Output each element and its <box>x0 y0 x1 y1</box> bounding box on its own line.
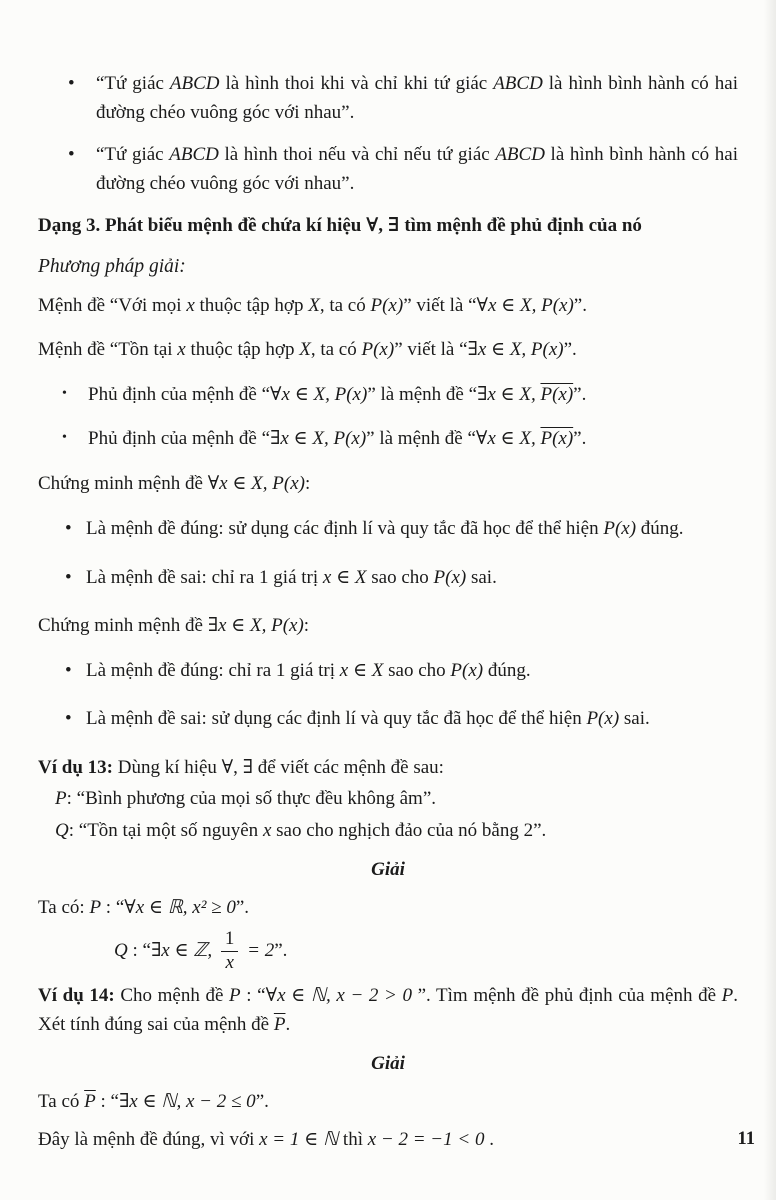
text-run: ”. <box>255 1090 269 1112</box>
list-item-proof-true <box>38 515 738 544</box>
formula: ∃x ∈ X, P(x) <box>207 615 304 637</box>
text-run: ”. <box>573 383 587 405</box>
text-run: , ta có <box>319 294 371 316</box>
list-item-negation-exists <box>38 425 738 454</box>
statement-exists <box>38 336 738 365</box>
text-run: : “Tồn tại một số nguyên <box>68 819 263 841</box>
text-run: : “ <box>101 896 125 918</box>
text-run: đúng. <box>483 659 531 681</box>
list-item-proof-true-exists <box>38 657 738 686</box>
fraction-numerator: 1 <box>221 929 239 952</box>
text-run: . Xét tính đúng sai của mệnh đề <box>38 985 738 1035</box>
variable: x <box>186 294 195 316</box>
page-edge-shadow <box>764 0 776 1200</box>
text-run: . <box>285 1013 291 1035</box>
solution-heading: Giải <box>371 1053 405 1075</box>
variable: X <box>308 294 320 316</box>
variable: P <box>89 896 102 918</box>
text-run: là hình bình hành có hai đường chéo vuông góc với nhau”. <box>96 144 739 194</box>
example-14-statement <box>38 982 738 1039</box>
formula: ∀x ∈ ℝ, x² ≥ 0 <box>124 896 236 918</box>
text-run: Đây là mệnh đề đúng, vì với <box>38 1129 260 1151</box>
formula: P(x) <box>586 708 620 730</box>
bullet-icon: • <box>65 566 72 588</box>
example-label: Ví dụ 13: <box>38 756 113 778</box>
text-run: là hình thoi khi và chỉ khi tứ giác <box>219 73 494 94</box>
text-run: Là mệnh đề đúng: chỉ ra 1 giá trị <box>86 659 340 681</box>
list-item-rhombus-iff-2 <box>38 141 738 198</box>
text-run: , ta có <box>310 339 362 361</box>
text-run: ”. <box>573 428 587 450</box>
text-run: Là mệnh đề sai: chỉ ra 1 giá trị <box>86 566 323 588</box>
solution-heading: Giải <box>371 859 405 881</box>
text-run: ”. <box>235 896 250 918</box>
negated-variable: $\overline{P}$ <box>84 1090 96 1112</box>
solution-13-q <box>38 929 738 974</box>
formula: P(x) <box>603 518 637 540</box>
list-item-negation-forall <box>38 381 738 410</box>
solution-13-p <box>38 894 738 923</box>
paragraph <box>86 705 738 734</box>
text-run: sao cho <box>366 566 434 588</box>
text-run: ” viết là “ <box>394 339 468 361</box>
text-run: ”. <box>563 339 577 361</box>
example-13-q <box>38 817 738 846</box>
paragraph <box>88 425 738 454</box>
text-run: Cho mệnh đề <box>114 985 230 1007</box>
text-run: sao cho nghịch đảo của nó bằng 2”. <box>271 819 547 841</box>
text-run: Ta có <box>38 1090 85 1112</box>
text-run: đúng. <box>636 518 684 540</box>
formula: x ∈ X <box>322 566 367 588</box>
example-label: Ví dụ 14: <box>38 985 115 1007</box>
variable: ABCD <box>495 144 545 165</box>
text-run: ”. Tìm mệnh đề phủ định của mệnh đề <box>411 985 722 1007</box>
variable: ABCD <box>169 73 220 94</box>
section-heading: Dạng 3. Phát biểu mệnh đề chứa kí hiệu ∀, ∃ tìm mệnh đề phủ định của nó <box>38 215 642 236</box>
statement-forall <box>38 292 738 321</box>
variable: Q <box>114 940 128 961</box>
page-number: 11 <box>737 1129 755 1149</box>
solution-14-line-1 <box>38 1088 738 1117</box>
text-run: Là mệnh đề sai: sử dụng các định lí và quy tắc đã học để thể hiện <box>86 708 587 730</box>
text-run: ” là mệnh đề “ <box>367 383 478 405</box>
bullet-icon: • <box>68 73 75 94</box>
bullet-icon: • <box>62 430 67 446</box>
text-run: “Tứ giác <box>96 73 170 94</box>
variable: Q <box>55 819 69 841</box>
text-run: : “Bình phương của mọi số thực đều không âm”. <box>66 788 437 810</box>
formula: ∀x ∈ X, <box>475 428 541 450</box>
formula: ∀x ∈ X, P(x) <box>207 472 305 494</box>
negated-formula: P(x) <box>540 383 574 405</box>
bullet-icon: • <box>65 518 72 540</box>
text-run: Chứng minh mệnh đề <box>38 472 208 494</box>
formula: P(x) <box>433 566 467 588</box>
text-run: sai. <box>466 566 497 588</box>
fraction <box>221 929 239 974</box>
variable: P <box>721 985 734 1007</box>
formula: ∃x ∈ ℤ, <box>150 940 217 961</box>
bullet-icon: • <box>68 144 75 165</box>
text-run: thuộc tập hợp <box>185 339 300 361</box>
text-run: ”. <box>274 940 288 961</box>
text-run: ” viết là “ <box>403 294 477 316</box>
formula: ∃x ∈ X, P(x) <box>270 428 367 450</box>
example-13-statement <box>38 754 738 783</box>
formula: ∃x ∈ X, <box>477 383 541 405</box>
text-run: thì <box>338 1129 368 1151</box>
text-run: sai. <box>619 708 650 730</box>
text-run: : <box>304 472 311 494</box>
text-run: là hình thoi nếu và chỉ nếu tứ giác <box>218 144 496 165</box>
text-run: sao cho <box>383 659 451 681</box>
paragraph <box>88 381 738 410</box>
paragraph <box>86 515 738 544</box>
text-run: “Tứ giác <box>96 144 170 165</box>
paragraph <box>86 564 738 593</box>
formula: ∃x ∈ ℕ, x − 2 ≤ 0 <box>118 1090 256 1112</box>
text-run: Dùng kí hiệu ∀, ∃ để viết các mệnh đề sau: <box>112 756 444 778</box>
formula: ∃x ∈ X, P(x) <box>467 339 564 361</box>
formula: P(x) <box>370 294 404 316</box>
variable: x <box>262 819 272 841</box>
paragraph <box>96 70 738 127</box>
formula: = 2 <box>242 940 275 961</box>
solution-14-line-2 <box>38 1126 738 1155</box>
text-run: Phủ định của mệnh đề “ <box>88 428 271 450</box>
text-run: Phủ định của mệnh đề “ <box>88 383 271 405</box>
variable: X <box>299 339 311 361</box>
text-run: thuộc tập hợp <box>194 294 309 316</box>
text-run: Mệnh đề “Tồn tại <box>38 339 178 361</box>
text-run: : “ <box>95 1090 119 1112</box>
text-run: là hình bình hành có hai đường chéo vuông góc với nhau”. <box>96 73 738 123</box>
proof-heading-exists <box>38 612 738 641</box>
text-run: ” là mệnh đề “ <box>366 428 476 450</box>
bullet-icon: • <box>65 708 72 730</box>
formula: x = 1 ∈ ℕ <box>259 1129 339 1151</box>
bullet-icon: • <box>62 385 67 401</box>
variable: x <box>177 339 186 361</box>
negated-formula: P(x) <box>540 428 574 450</box>
text-run: : <box>303 615 310 637</box>
negated-variable: $\overline{P}$ <box>273 1013 286 1035</box>
formula: x ∈ X <box>339 659 384 681</box>
list-item-rhombus-iff <box>38 70 738 127</box>
variable: P <box>55 788 67 810</box>
example-13-p <box>38 785 738 814</box>
text-run: : “ <box>127 940 151 961</box>
fraction-denominator: x <box>225 952 234 974</box>
variable: P <box>229 985 241 1007</box>
list-item-proof-false-exists <box>38 705 738 734</box>
text-run: Mệnh đề “Với mọi <box>38 294 187 316</box>
page-content <box>38 70 738 1165</box>
text-run: ”. <box>573 294 587 316</box>
formula: ∀x ∈ X, P(x) <box>270 383 368 405</box>
proof-heading-forall <box>38 470 738 499</box>
text-run: Chứng minh mệnh đề <box>38 615 208 637</box>
formula: P(x) <box>450 659 484 681</box>
list-item-proof-false <box>38 564 738 593</box>
text-run: Là mệnh đề đúng: sử dụng các định lí và quy tắc đã học để thể hiện <box>86 518 604 540</box>
text-run: . <box>484 1129 494 1151</box>
text-run: Ta có: <box>38 896 90 918</box>
formula: x − 2 = −1 < 0 <box>367 1129 485 1151</box>
variable: ABCD <box>169 144 219 165</box>
formula: ∀x ∈ ℕ, x − 2 > 0 <box>265 985 412 1007</box>
bullet-icon: • <box>65 659 72 681</box>
variable: ABCD <box>493 73 543 94</box>
paragraph <box>86 657 738 686</box>
text-run: : “ <box>240 985 266 1007</box>
method-label: Phương pháp giải: <box>38 255 186 277</box>
formula: P(x) <box>361 339 395 361</box>
formula: ∀x ∈ X, P(x) <box>476 294 574 316</box>
paragraph <box>96 141 738 198</box>
